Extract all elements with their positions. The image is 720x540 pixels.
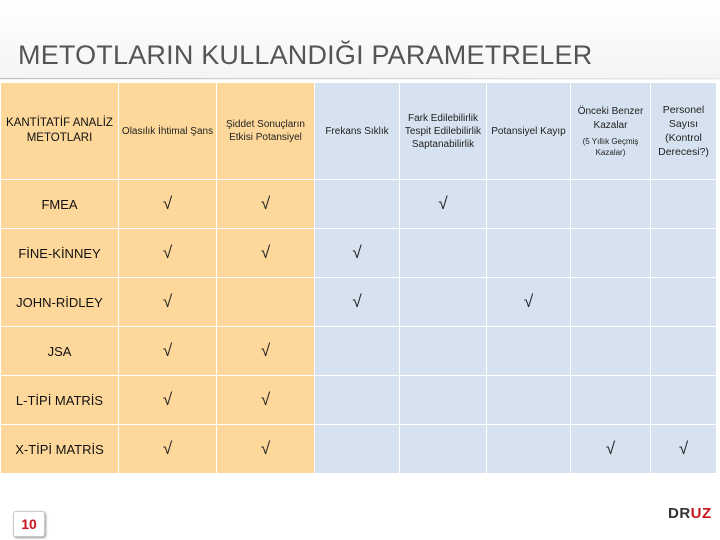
empty-cell — [651, 180, 717, 229]
table-row — [1, 229, 717, 278]
check-mark-cell: √ — [119, 278, 217, 327]
empty-cell — [487, 229, 571, 278]
empty-cell — [400, 278, 487, 327]
empty-cell — [651, 327, 717, 376]
empty-cell — [651, 376, 717, 425]
column-header: Olasılık İhtimal Şans — [119, 83, 217, 180]
check-mark-cell: √ — [119, 376, 217, 425]
header-row — [1, 83, 717, 180]
empty-cell — [651, 229, 717, 278]
column-header-label: Önceki Benzer Kazalar — [577, 105, 644, 131]
column-header-note: (5 Yıllık Geçmiş Kazalar) — [582, 136, 639, 157]
column-header: Potansiyel Kayıp — [487, 83, 571, 180]
empty-cell — [400, 425, 487, 474]
empty-cell — [315, 180, 400, 229]
empty-cell — [571, 376, 651, 425]
empty-cell — [487, 376, 571, 425]
row-label: JOHN-RİDLEY — [1, 278, 119, 327]
brand-logo — [668, 505, 712, 522]
row-label: FMEA — [1, 180, 119, 229]
check-mark-cell: √ — [315, 229, 400, 278]
table-row — [1, 327, 717, 376]
check-mark-cell: √ — [400, 180, 487, 229]
empty-cell — [571, 229, 651, 278]
empty-cell — [315, 327, 400, 376]
empty-cell — [400, 229, 487, 278]
empty-cell — [487, 327, 571, 376]
row-label: X-TİPİ MATRİS — [1, 425, 119, 474]
parameters-table — [0, 82, 717, 474]
check-mark-cell: √ — [217, 229, 315, 278]
row-label: L-TİPİ MATRİS — [1, 376, 119, 425]
table-row — [1, 425, 717, 474]
empty-cell — [571, 180, 651, 229]
table-row — [1, 180, 717, 229]
empty-cell — [651, 278, 717, 327]
slide-number-badge: 10 — [13, 511, 45, 537]
check-mark-cell: √ — [217, 180, 315, 229]
check-mark-cell: √ — [217, 425, 315, 474]
row-label: FİNE-KİNNEY — [1, 229, 119, 278]
check-mark-cell: √ — [487, 278, 571, 327]
empty-cell — [400, 327, 487, 376]
check-mark-cell: √ — [119, 229, 217, 278]
check-mark-cell: √ — [217, 376, 315, 425]
row-label: JSA — [1, 327, 119, 376]
brand-logo-part1: DR — [668, 505, 691, 522]
empty-cell — [487, 425, 571, 474]
empty-cell — [571, 278, 651, 327]
empty-cell — [400, 376, 487, 425]
check-mark-cell: √ — [651, 425, 717, 474]
column-header: Şiddet Sonuçların Etkisi Potansiyel — [217, 83, 315, 180]
table-row — [1, 278, 717, 327]
slide-title: METOTLARIN KULLANDIĞI PARAMETRELER — [18, 40, 593, 70]
table-row — [1, 376, 717, 425]
column-header-with-note — [571, 83, 651, 180]
title-divider — [0, 78, 720, 79]
check-mark-cell: √ — [119, 425, 217, 474]
empty-cell — [315, 425, 400, 474]
empty-cell — [487, 180, 571, 229]
check-mark-cell: √ — [217, 327, 315, 376]
check-mark-cell: √ — [571, 425, 651, 474]
empty-cell — [217, 278, 315, 327]
check-mark-cell: √ — [119, 327, 217, 376]
column-header: Frekans Sıklık — [315, 83, 400, 180]
empty-cell — [571, 327, 651, 376]
brand-logo-part2: UZ — [690, 505, 712, 522]
column-header: Fark Edilebilirlik Tespit Edilebilirlik Saptanabilirlik — [400, 83, 487, 180]
empty-cell — [315, 376, 400, 425]
column-header: Personel Sayısı (Kontrol Derecesi?) — [651, 83, 717, 180]
corner-header: KANTİTATİF ANALİZ METOTLARI — [1, 83, 119, 180]
check-mark-cell: √ — [119, 180, 217, 229]
title-bar — [0, 0, 720, 80]
check-mark-cell: √ — [315, 278, 400, 327]
